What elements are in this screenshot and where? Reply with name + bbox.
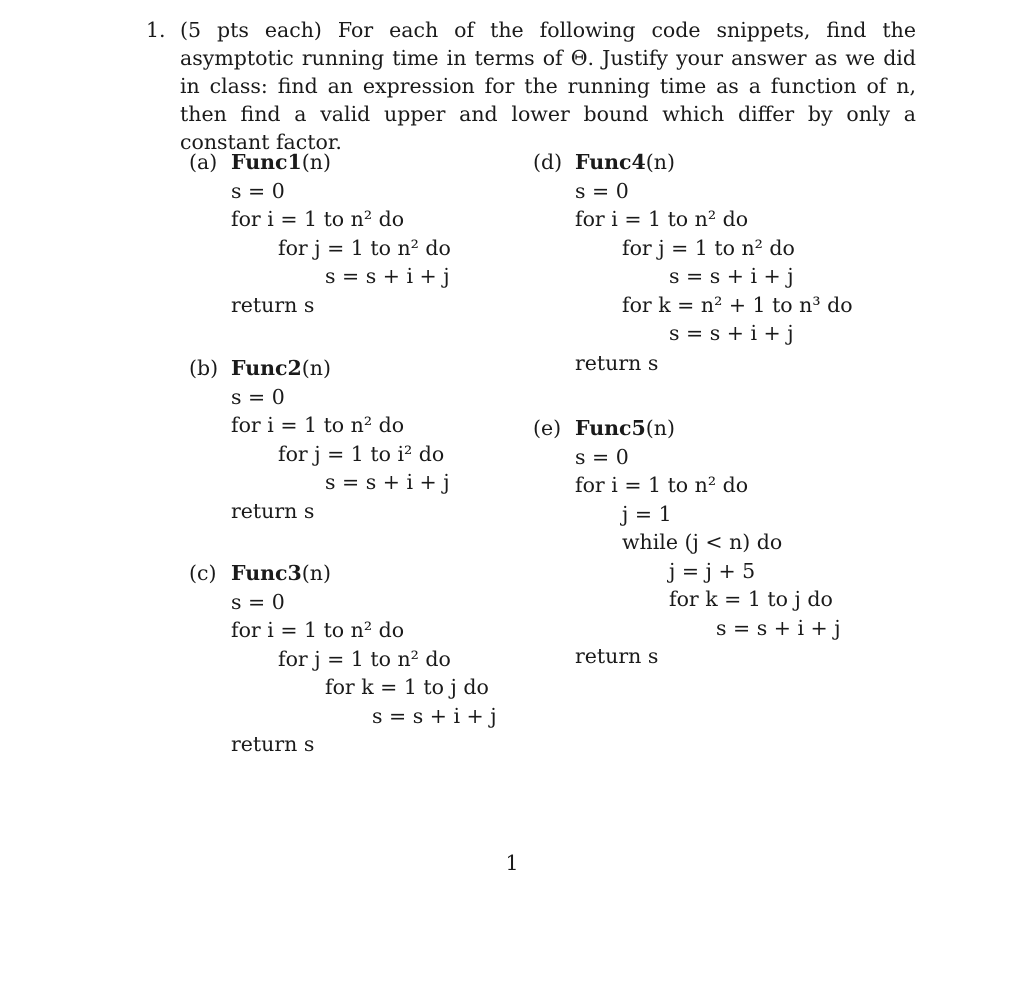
code-line: for j = 1 to n² do (278, 235, 451, 260)
code-line: s = 0 (575, 178, 629, 203)
function-arg: (n) (645, 150, 675, 174)
code-line: s = s + i + j (325, 264, 450, 288)
function-title (231, 148, 451, 177)
code-line: s = 0 (231, 384, 285, 409)
code-line: return s (231, 292, 315, 317)
function-name: Func5 (575, 416, 646, 440)
code-line: return s (231, 732, 315, 756)
function-name: Func3 (231, 561, 302, 585)
code-line: for j = 1 to i² do (278, 441, 445, 466)
code-line: for k = n² + 1 to n³ do (622, 292, 853, 317)
code-line: s = s + i + j (325, 470, 450, 494)
code-line: for k = 1 to j do (669, 587, 833, 611)
code-line: s = s + i + j (372, 703, 497, 728)
question-1 (146, 16, 916, 156)
code-line: j = j + 5 (669, 558, 756, 583)
code-line: for i = 1 to n² do (231, 207, 405, 231)
snippet-b (189, 354, 450, 525)
code-line: for i = 1 to n² do (575, 473, 749, 497)
code-line: for k = 1 to j do (325, 675, 489, 699)
snippet-a (189, 148, 451, 319)
snippet-label: (a) (189, 150, 218, 174)
code-line: for j = 1 to n² do (278, 646, 451, 671)
snippet-label: (b) (189, 356, 219, 380)
page-number: 1 (505, 851, 519, 875)
question-text: (5 pts each) For each of the following code snippets, find the asymptotic running time in terms of Θ. Justify your answer as we did in class: find an expression for the running time as a function of n, then find a valid upper and lower bound which differ by only a constant factor. (180, 18, 916, 154)
function-arg: (n) (645, 416, 675, 440)
code-line: return s (575, 350, 659, 375)
function-name: Func4 (575, 150, 646, 174)
code-line: s = 0 (231, 589, 285, 614)
code-line: s = s + i + j (669, 321, 794, 345)
code-line: s = 0 (231, 178, 285, 203)
code-line: return s (231, 498, 315, 523)
function-title (231, 354, 450, 383)
function-title (575, 148, 853, 177)
code-line: for j = 1 to n² do (622, 235, 795, 260)
function-title (575, 414, 841, 443)
code-line: return s (575, 644, 659, 668)
code-line: for i = 1 to n² do (231, 618, 405, 642)
code-line: s = 0 (575, 444, 629, 469)
function-title (231, 559, 497, 588)
code-line: j = 1 (622, 501, 672, 526)
code-line: s = s + i + j (669, 264, 794, 288)
code-line: s = s + i + j (716, 615, 841, 640)
snippet-label: (e) (533, 416, 562, 440)
snippet-label: (d) (533, 150, 563, 174)
function-name: Func2 (231, 356, 302, 380)
snippet-label: (c) (189, 561, 217, 585)
function-arg: (n) (301, 356, 331, 380)
function-arg: (n) (301, 150, 331, 174)
function-arg: (n) (301, 561, 331, 585)
snippet-c (189, 559, 497, 759)
question-number: 1. (146, 18, 166, 42)
snippet-e (533, 414, 841, 671)
code-line: for i = 1 to n² do (575, 207, 749, 231)
snippet-d (533, 148, 853, 377)
code-line: for i = 1 to n² do (231, 413, 405, 437)
code-line: while (j < n) do (622, 530, 783, 554)
function-name: Func1 (231, 150, 302, 174)
